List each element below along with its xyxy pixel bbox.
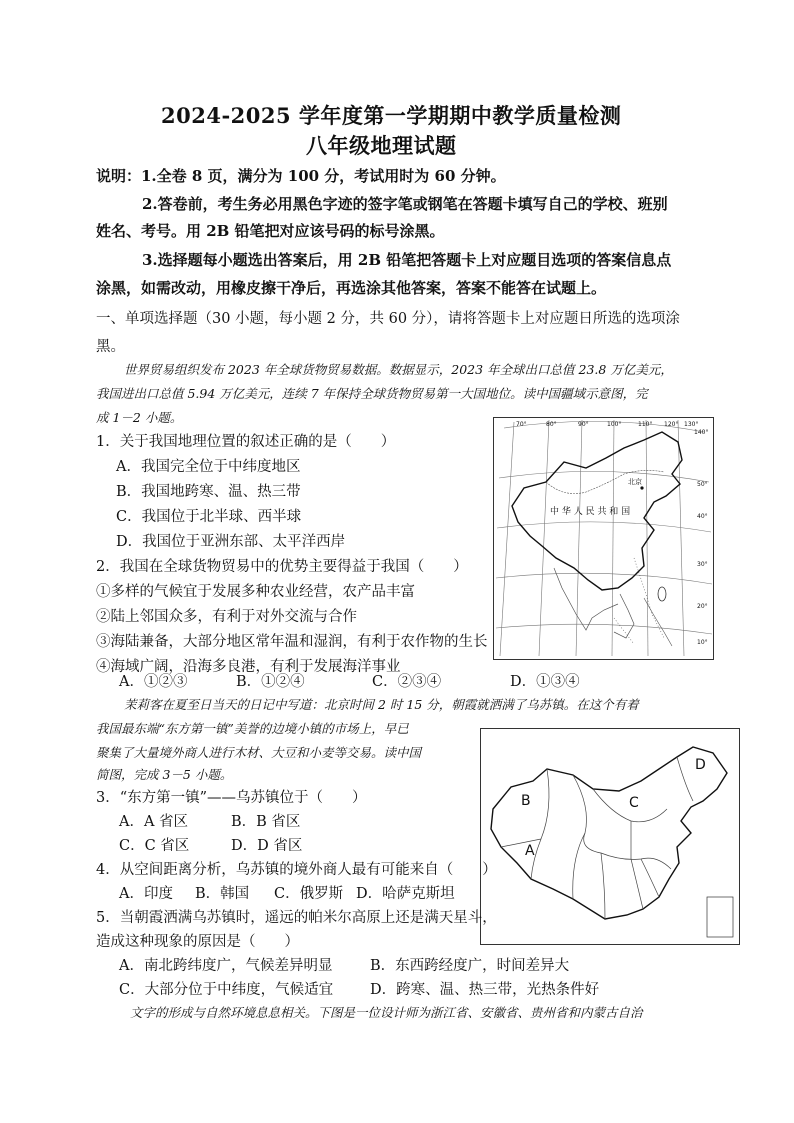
q2-option-d[interactable]: D．①③④ xyxy=(510,674,580,690)
q1-option-d[interactable]: D．我国位于亚洲东部、太平洋西岸 xyxy=(116,534,346,550)
q2-stem: 2．我国在全球货物贸易中的优势主要得益于我国（ ） xyxy=(96,559,468,575)
lon-tick-6: 120° xyxy=(664,421,679,428)
material1-line1: 世界贸易组织发布 2023 年全球货物贸易数据。数据显示，2023 年全球出口总值 23.8 万亿美元， xyxy=(124,362,673,377)
region-label-b: B xyxy=(521,793,531,809)
exam-title-line2: 八年级地理试题 xyxy=(306,133,457,158)
lat-tick-4: 20° xyxy=(697,603,708,610)
lon-tick-8: 140° xyxy=(694,429,709,436)
material2-line1: 茉莉客在夏至日当天的日记中写道：北京时间 2 时 15 分，朝霞就洒满了乌苏镇。在这个有着 xyxy=(124,697,639,712)
q2-option-a[interactable]: A．①②③ xyxy=(119,674,188,690)
q4-option-c[interactable]: C．俄罗斯 xyxy=(274,886,344,902)
q5-option-b[interactable]: B．东西跨经度广，时间差异大 xyxy=(370,958,570,974)
material1-line2: 我国进出口总值 5.94 万亿美元，连续 7 年保持全球货物贸易第一大国地位。读中国疆域示意图，完 xyxy=(96,386,648,401)
q5-option-c[interactable]: C．大部分位于中纬度，气候适宜 xyxy=(119,982,334,998)
q2-option-c[interactable]: C．②③④ xyxy=(372,674,442,690)
instruction-line-4: 3.选择题每小题选出答案后，用 2B 铅笔把答题卡上对应题目选项的答案信息点 xyxy=(142,251,672,269)
q4-option-a[interactable]: A．印度 xyxy=(119,886,173,902)
china-province-map xyxy=(480,728,740,945)
q1-option-c[interactable]: C．我国位于北半球、西半球 xyxy=(116,509,302,525)
lat-tick-1: 50° xyxy=(697,481,708,488)
q3-option-d[interactable]: D．D 省区 xyxy=(231,838,303,854)
q2-statement-1: ①多样的气候宜于发展多种农业经营，农产品丰富 xyxy=(96,584,415,600)
q1-option-a[interactable]: A．我国完全位于中纬度地区 xyxy=(116,459,301,475)
country-label: 中 华 人 民 共 和 国 xyxy=(550,507,631,517)
q3-option-a[interactable]: A．A 省区 xyxy=(119,814,189,830)
q5-stem-line2: 造成这种现象的原因是（ ） xyxy=(96,934,299,950)
province-map-outline xyxy=(491,747,727,919)
lat-tick-5: 10° xyxy=(697,639,708,646)
lon-tick-1: 70° xyxy=(516,421,527,428)
lon-tick-3: 90° xyxy=(578,421,589,428)
lat-tick-3: 30° xyxy=(697,561,708,568)
q2-statement-3: ③海陆兼备，大部分地区常年温和湿润，有利于农作物的生长 xyxy=(96,634,488,650)
q4-stem: 4．从空间距离分析，乌苏镇的境外商人最有可能来自（ ） xyxy=(96,862,497,878)
lat-tick-2: 40° xyxy=(697,513,708,520)
q5-option-d[interactable]: D．跨寒、温、热三带，光热条件好 xyxy=(370,982,600,998)
exam-title-line1: 2024-2025 学年度第一学期期中教学质量检测 xyxy=(161,103,622,128)
material2-line3: 聚集了大量境外商人进行木材、大豆和小麦等交易。读中国 xyxy=(96,745,422,760)
q1-option-b[interactable]: B．我国地跨寒、温、热三带 xyxy=(116,484,301,500)
material1-line3: 成 1－2 小题。 xyxy=(96,410,183,425)
region-label-d: D xyxy=(695,757,706,773)
q3-option-b[interactable]: B．B 省区 xyxy=(231,814,301,830)
q5-option-a[interactable]: A．南北跨纬度广，气候差异明显 xyxy=(119,958,333,974)
lon-tick-4: 100° xyxy=(607,421,622,428)
q4-option-b[interactable]: B．韩国 xyxy=(195,886,250,902)
lon-tick-2: 80° xyxy=(546,421,557,428)
q2-statement-2: ②陆上邻国众多，有利于对外交流与合作 xyxy=(96,609,357,625)
china-territory-map-figure xyxy=(494,418,713,659)
q4-option-d[interactable]: D．哈萨克斯坦 xyxy=(356,886,455,902)
beijing-marker xyxy=(640,486,643,489)
region-label-a: A xyxy=(525,843,535,859)
q5-stem-line1: 5．当朝霞洒满乌苏镇时，遥远的帕米尔高原上还是满天星斗， xyxy=(96,910,497,926)
material2-line4: 简图，完成 3－5 小题。 xyxy=(96,767,233,782)
instruction-line-1: 说明：1.全卷 8 页，满分为 100 分，考试用时为 60 分钟。 xyxy=(96,167,506,185)
china-province-map-figure xyxy=(481,729,739,944)
q1-stem: 1．关于我国地理位置的叙述正确的是（ ） xyxy=(96,434,396,450)
section-heading-line2: 黑。 xyxy=(96,339,125,355)
q3-option-c[interactable]: C．C 省区 xyxy=(119,838,190,854)
lon-tick-7: 130° xyxy=(684,421,699,428)
q2-option-b[interactable]: B．①②④ xyxy=(236,674,305,690)
lon-tick-5: 110° xyxy=(638,421,653,428)
instruction-line-5: 涂黑，如需改动，用橡皮擦干净后，再选涂其他答案，答案不能答在试题上。 xyxy=(96,279,607,297)
material2-line2: 我国最东端“东方第一镇”美誉的边境小镇的市场上，早已 xyxy=(96,721,409,736)
region-label-c: C xyxy=(629,795,639,811)
section-heading-line1: 一、单项选择题（30 小题，每小题 2 分，共 60 分），请将答题卡上对应题日所选的选项涂 xyxy=(96,311,680,327)
material3-line1: 文字的形成与自然环境息息相关。下图是一位设计师为浙江省、安徽省、贵州省和内蒙古自治 xyxy=(130,1005,643,1020)
q2-statement-4: ④海域广阔，沿海多良港，有利于发展海洋事业 xyxy=(96,659,401,675)
beijing-label: 北京 xyxy=(628,478,642,486)
instruction-line-2: 2.答卷前，考生务必用黑色字迹的签字笔或钢笔在答题卡填写自己的学校、班别 xyxy=(142,195,668,213)
china-territory-map xyxy=(493,417,714,660)
instruction-line-3: 姓名、考号。用 2B 铅笔把对应该号码的标号涂黑。 xyxy=(96,222,445,240)
q3-stem: 3．“东方第一镇”——乌苏镇位于（ ） xyxy=(96,790,367,806)
